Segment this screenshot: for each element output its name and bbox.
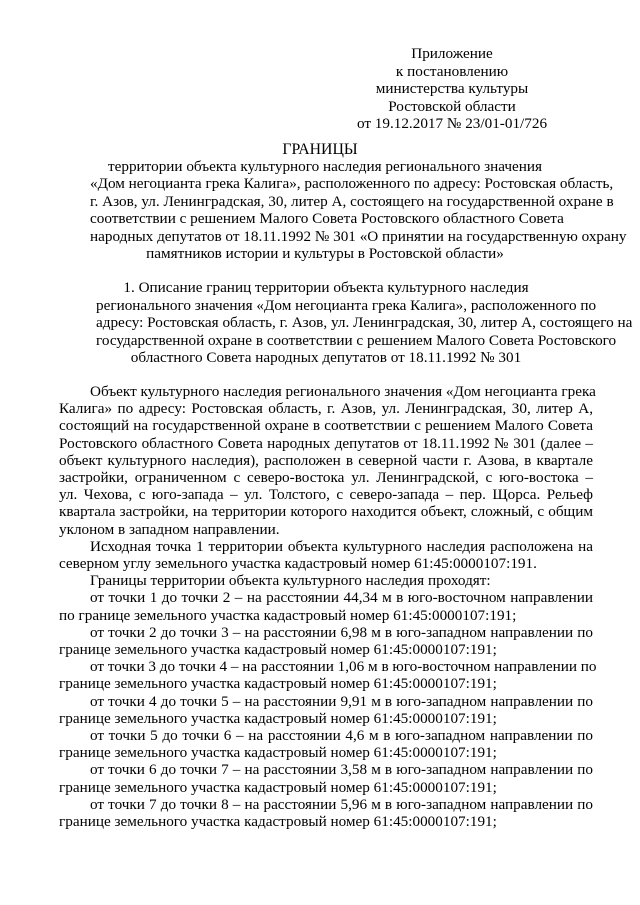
body-line: ул. Чехова, с юго-запада – ул. Толстого, с северо-запада – пер. Щорса. Рельеф <box>59 486 593 504</box>
section-line: государственной охране в соответствии с решением Малого Совета Ростовского <box>96 331 617 349</box>
body-line: уклоном в западном направлении. <box>59 520 280 538</box>
body-line: состоящий на государственной охране в соответствии с решением Малого Совета <box>59 417 593 435</box>
body-line: по границе земельного участка кадастровый номер 61:45:0000107:191; <box>59 606 517 624</box>
subtitle-line: г. Азов, ул. Ленинградская, 30, литер А, состоящего на государственной охране в <box>90 192 614 210</box>
body-line: границе земельного участка кадастровый номер 61:45:0000107:191; <box>59 813 497 831</box>
appendix-block <box>322 45 582 133</box>
body-line: объект культурного наследия), расположен в северной части г. Азова, в квартале <box>59 451 593 469</box>
body-line: границе земельного участка кадастровый номер 61:45:0000107:191; <box>59 675 497 693</box>
appendix-line: министерства культуры <box>375 80 529 97</box>
body-line: северном углу земельного участка кадастровый номер 61:45:0000107:191. <box>59 555 537 573</box>
body-line: границе земельного участка кадастровый номер 61:45:0000107:191; <box>59 641 497 659</box>
body-line: границе земельного участка кадастровый номер 61:45:0000107:191; <box>59 709 497 727</box>
body-line: от точки 6 до точки 7 – на расстоянии 3,58 м в юго-западном направлении по <box>90 761 593 779</box>
appendix-line: Ростовской области <box>388 97 516 115</box>
appendix-line: Приложение <box>411 45 493 62</box>
body-line: от точки 5 до точки 6 – на расстоянии 4,6 м в юго-западном направлении по <box>90 727 593 745</box>
subtitle-line: народных депутатов от 18.11.1992 № 301 «О принятии на государственную охрану <box>90 227 627 245</box>
body-line: Исходная точка 1 территории объекта культурного наследия расположена на <box>90 537 593 555</box>
subtitle-line: «Дом негоцианта грека Калига», расположенного по адресу: Ростовская область, <box>90 175 614 193</box>
appendix-line: от 19.12.2017 № 23/01-01/726 <box>356 115 548 132</box>
body-line: границе земельного участка кадастровый номер 61:45:0000107:191; <box>59 744 497 762</box>
body-text <box>59 383 597 831</box>
body-line: от точки 4 до точки 5 – на расстоянии 9,91 м в юго-западном направлении по <box>90 692 593 710</box>
subtitle-line: памятников истории и культуры в Ростовской области» <box>146 245 504 263</box>
body-line: Границы территории объекта культурного наследия проходят: <box>90 572 491 590</box>
section-line: 1. Описание границ территории объекта культурного наследия <box>123 279 529 296</box>
body-line: от точки 1 до точки 2 – на расстоянии 44,34 м в юго-восточном направлении <box>90 589 593 607</box>
section-line: адресу: Ростовская область, г. Азов, ул. Ленинградская, 30, литер А, состоящего на <box>96 314 633 332</box>
subtitle-line: соответствии с решением Малого Совета Ростовского областного Совета <box>90 210 564 228</box>
section-heading <box>96 279 633 367</box>
body-line: Ростовского областного Совета народных депутатов от 18.11.1992 № 301 (далее – <box>59 434 593 452</box>
body-line: от точки 7 до точки 8 – на расстоянии 5,96 м в юго-западном направлении по <box>90 795 593 813</box>
body-line: Объект культурного наследия регионального значения «Дом негоцианта грека <box>90 383 596 400</box>
body-line: границе земельного участка кадастровый номер 61:45:0000107:191; <box>59 778 497 796</box>
document-title: ГРАНИЦЫ <box>282 141 358 158</box>
body-line: застройки, ограниченном с северо-востока ул. Ленинградской, с юго-востока – <box>59 469 593 487</box>
body-line: от точки 2 до точки 3 – на расстоянии 6,98 м в юго-западном направлении по <box>90 623 593 641</box>
body-line: Калига» по адресу: Ростовская область, г. Азов, ул. Ленинградская, 30, литер А, <box>59 400 593 418</box>
appendix-line: к постановлению <box>395 62 509 80</box>
body-line: квартала застройки, на территории которого находится объект, сложный, с общим <box>59 503 593 521</box>
body-line: от точки 3 до точки 4 – на расстоянии 1,06 м в юго-восточном направлении по <box>90 658 597 676</box>
section-line: областного Совета народных депутатов от 18.11.1992 № 301 <box>130 349 522 367</box>
document-subtitle <box>90 158 627 263</box>
subtitle-line: территории объекта культурного наследия регионального значения <box>107 158 543 175</box>
section-line: регионального значения «Дом негоцианта грека Калига», расположенного по <box>96 296 597 314</box>
